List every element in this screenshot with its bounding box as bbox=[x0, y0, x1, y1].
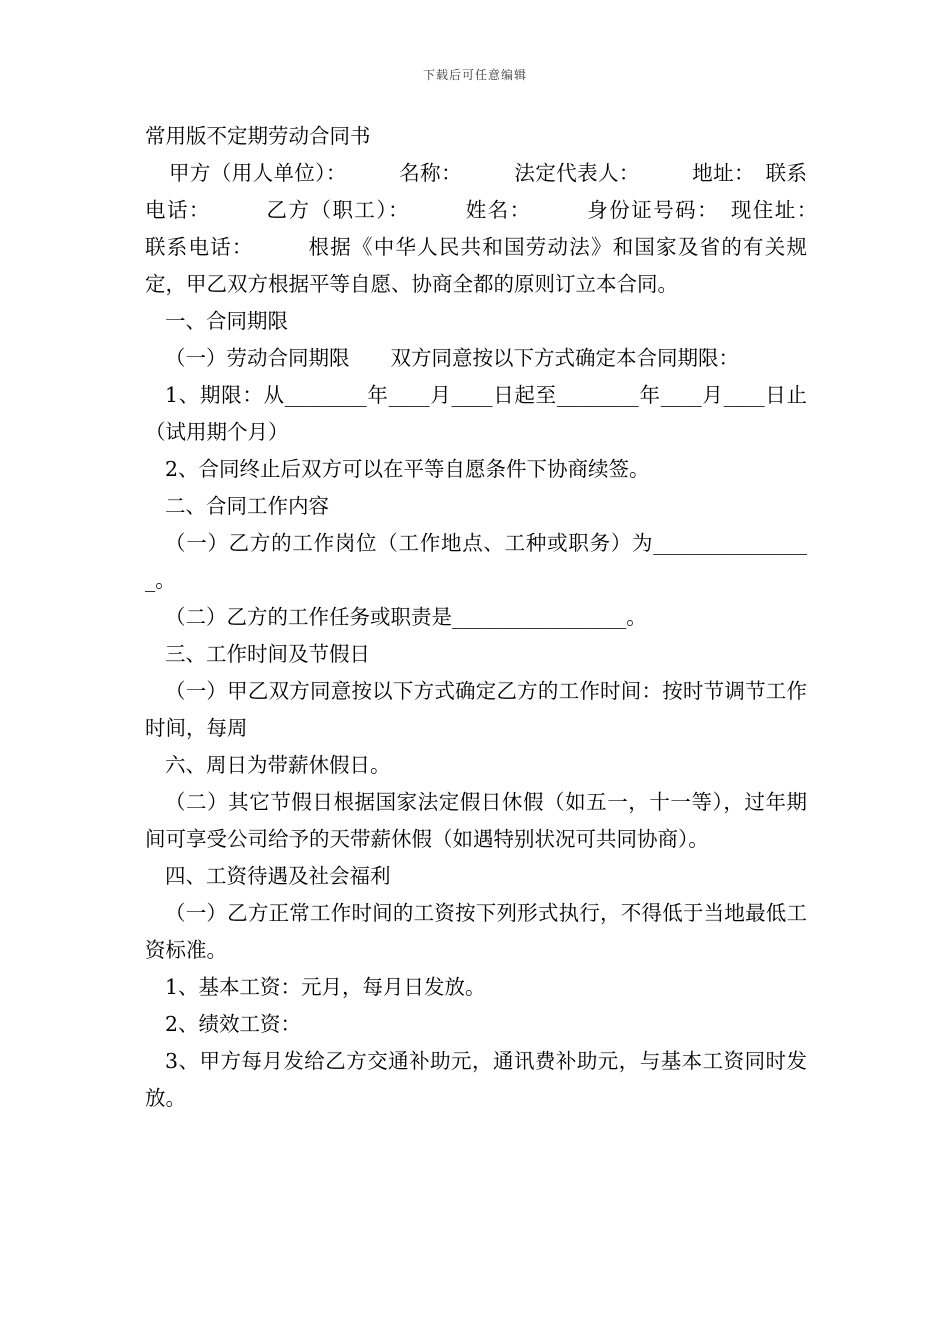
clause-wage-standard: （一）乙方正常工作时间的工资按下列形式执行，不得低于当地最低工资标准。 bbox=[145, 901, 807, 962]
section-heading-term: 一、合同期限 bbox=[165, 309, 288, 333]
clause-weekend: 六、周日为带薪休假日。 bbox=[165, 753, 391, 777]
clause-allowances: 3、甲方每月发给乙方交通补助元，通讯费补助元，与基本工资同时发放。 bbox=[145, 1049, 807, 1110]
clause-work-hours: （一）甲乙双方同意按以下方式确定乙方的工作时间：按时节调节工作时间，每周 bbox=[145, 679, 807, 740]
clause-work-position: （一）乙方的工作岗位（工作地点、工种或职务）为________________。 bbox=[145, 531, 807, 592]
section-heading-wages: 四、工资待遇及社会福利 bbox=[165, 864, 391, 888]
contract-body bbox=[145, 118, 869, 1117]
clause-work-duties: （二）乙方的工作任务或职责是_________________。 bbox=[165, 605, 647, 629]
clause-term-renewal: 2、合同终止后双方可以在平等自愿条件下协商续签。 bbox=[165, 457, 650, 481]
section-heading-work-content: 二、合同工作内容 bbox=[165, 494, 329, 518]
clause-holidays: （二）其它节假日根据国家法定假日休假（如五一，十一等），过年期间可享受公司给予的天带薪休假（如遇特别状况可共同协商）。 bbox=[145, 790, 807, 851]
document-title: 常用版不定期劳动合同书 bbox=[145, 124, 371, 148]
page-header-note: 下载后可任意编辑 bbox=[422, 68, 527, 82]
clause-term-method: （一）劳动合同期限 双方同意按以下方式确定本合同期限： bbox=[165, 346, 739, 370]
clause-term-period: 1、期限：从________年____月____日起至________年____月____日止（试用期个月） bbox=[145, 383, 807, 444]
clause-performance-pay: 2、绩效工资： bbox=[165, 1012, 302, 1036]
section-heading-work-hours: 三、工作时间及节假日 bbox=[165, 642, 370, 666]
clause-base-salary: 1、基本工资：元月，每月日发放。 bbox=[165, 975, 486, 999]
parties-paragraph: 甲方（用人单位）： 名称： 法定代表人： 地址： 联系电话： 乙方（职工）： 姓名： 身份证号码： 现住址： 联系电话： 根据《中华人民共和国劳动法》和国家及省的有关规定，甲乙双方根据平等自愿、协商全都的原则订立本合同。 bbox=[145, 161, 869, 296]
